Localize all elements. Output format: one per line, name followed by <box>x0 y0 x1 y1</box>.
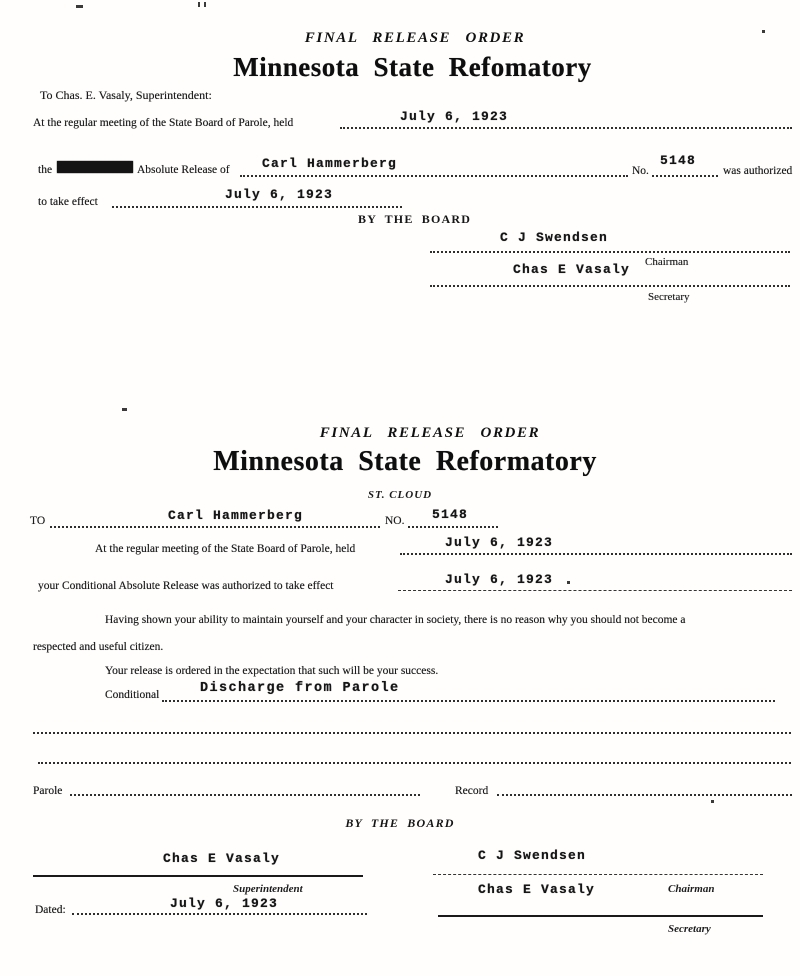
form1-institution-title: Minnesota State Refomatory <box>233 52 592 82</box>
form2-blank-rule-2 <box>38 762 791 764</box>
form2-conditional-label: Conditional <box>105 689 160 701</box>
form2-chairman-rule <box>433 874 763 875</box>
form2-paragraph2: Your release is ordered in the expectation that such will be your success. <box>105 665 439 677</box>
form1-chairman-signature: C J Swendsen <box>500 230 609 245</box>
form1-release-label: Absolute Release of <box>137 164 230 176</box>
form1-meeting-date-value: July 6, 1923 <box>400 109 509 124</box>
form1-effect-date-value: July 6, 1923 <box>225 187 334 202</box>
form1-meeting-date-rule <box>340 127 792 129</box>
form2-conditional-value: Discharge from Parole <box>200 681 400 696</box>
form2-number-label: NO. <box>385 515 405 527</box>
form2-dated-value: July 6, 1923 <box>170 896 279 911</box>
form2-paragraph1-line2: respected and useful citizen. <box>33 641 164 653</box>
form2-institution-title: Minnesota State Reformatory <box>213 446 597 477</box>
scan-artifact <box>198 2 200 7</box>
form2-inmate-number-value: 5148 <box>432 507 469 522</box>
form2-board-signature1: C J Swendsen <box>478 848 587 863</box>
form2-inmate-name-value: Carl Hammerberg <box>168 508 304 523</box>
form1-addressee: To Chas. E. Vasaly, Superintendent: <box>40 88 212 102</box>
scan-artifact <box>711 800 714 803</box>
form2-record-rule <box>497 794 792 796</box>
form2-blank-rule-1 <box>33 732 791 734</box>
form1-secretary-label: Secretary <box>648 291 690 303</box>
form2-release-date-rule <box>398 590 792 591</box>
form2-superintendent-signature: Chas E Vasaly <box>163 851 281 866</box>
form1-secretary-signature: Chas E Vasaly <box>513 262 631 277</box>
form1-board-heading: BY THE BOARD <box>358 212 472 226</box>
form2-superintendent-rule <box>33 875 363 877</box>
form2-parole-label: Parole <box>33 785 63 797</box>
form2-release-date-value: July 6, 1923 <box>445 572 554 587</box>
scan-artifact <box>122 408 127 411</box>
form2-meeting-date-value: July 6, 1923 <box>445 535 554 550</box>
form1-number-label: No. <box>632 165 649 177</box>
form2-inmate-name-rule <box>50 526 380 528</box>
form1-inmate-name-value: Carl Hammerberg <box>262 156 398 171</box>
form1-inmate-name-rule <box>240 175 628 177</box>
form2-chairman-label: Chairman <box>668 883 715 895</box>
form2-conditional-rule <box>162 700 775 702</box>
form2-board-heading: BY THE BOARD <box>345 816 455 830</box>
form2-meeting-date-rule <box>400 553 792 555</box>
form1-inmate-number-value: 5148 <box>660 153 697 168</box>
form1-order-title: FINAL RELEASE ORDER <box>304 30 526 46</box>
form2-secretary-label: Secretary <box>668 923 711 935</box>
form2-superintendent-label: Superintendent <box>233 883 303 895</box>
form1-chairman-rule <box>430 251 790 253</box>
redacted-word <box>57 161 133 173</box>
form1-inmate-number-rule <box>652 175 718 177</box>
scan-artifact <box>567 581 570 584</box>
form2-dated-rule <box>72 913 367 915</box>
form1-release-prefix: the <box>38 164 53 176</box>
form2-order-title: FINAL RELEASE ORDER <box>319 425 541 441</box>
form2-dated-label: Dated: <box>35 904 66 916</box>
scan-artifact <box>76 5 83 8</box>
form1-authorized-suffix: was authorized <box>723 165 793 177</box>
form1-effect-label: to take effect <box>38 196 98 208</box>
form2-record-label: Record <box>455 785 489 797</box>
form1-meeting-label: At the regular meeting of the State Board of Parole, held <box>33 117 294 129</box>
form1-chairman-label: Chairman <box>645 256 689 268</box>
form2-parole-rule <box>70 794 420 796</box>
form2-location: ST. CLOUD <box>367 489 433 501</box>
form1-secretary-rule <box>430 285 790 287</box>
form2-to-label: TO <box>30 515 46 527</box>
form2-inmate-number-rule <box>408 526 498 528</box>
form2-secretary-rule <box>438 915 763 917</box>
form2-meeting-label: At the regular meeting of the State Board of Parole, held <box>95 543 356 555</box>
scan-artifact <box>204 2 206 7</box>
form2-board-signature2: Chas E Vasaly <box>478 882 596 897</box>
form2-release-label: your Conditional Absolute Release was authorized to take effect <box>38 580 334 592</box>
form1-effect-date-rule <box>112 206 402 208</box>
form2-paragraph1-line1: Having shown your ability to maintain yourself and your character in society, there is no reason why you should not become a <box>105 614 686 626</box>
